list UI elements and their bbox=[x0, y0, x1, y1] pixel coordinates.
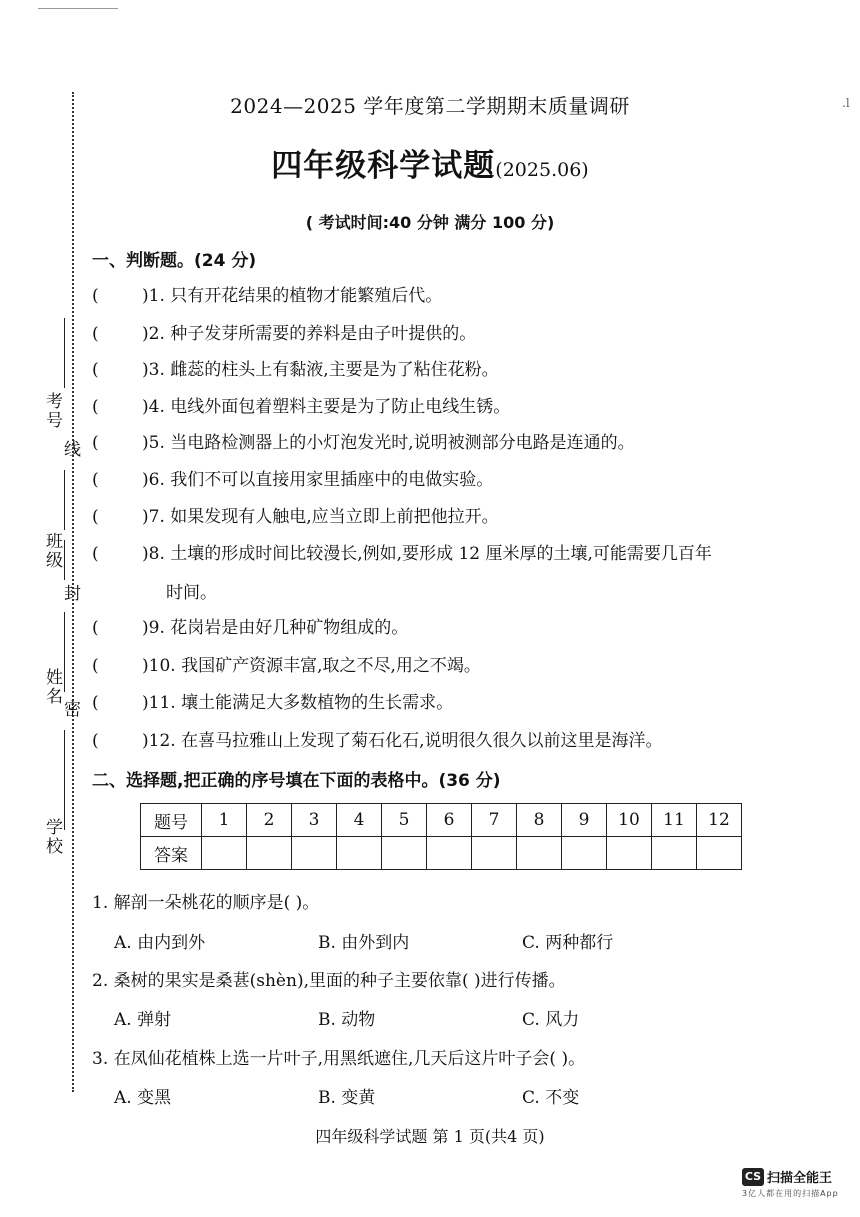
exam-title-date: (2025.06) bbox=[495, 159, 589, 181]
choice-question-1: 1. 解剖一朵桃花的顺序是( )。 bbox=[92, 893, 320, 913]
judge-question-7: ( )7. 如果发现有人触电,应当立即上前把他拉开。 bbox=[92, 507, 499, 527]
answer-cell[interactable] bbox=[382, 837, 427, 870]
answer-cell[interactable] bbox=[337, 837, 382, 870]
exam-title bbox=[0, 140, 860, 185]
school-label: 学校 bbox=[42, 818, 62, 856]
judge-question-9: ( )9. 花岗岩是由好几种矿物组成的。 bbox=[92, 618, 409, 638]
answer-table-number-header: 题号 bbox=[141, 804, 202, 837]
question-number-cell: 8 bbox=[517, 804, 562, 837]
exam-title-main: 四年级科学试题 bbox=[271, 148, 496, 184]
choice-question-3-option-a: A. 变黑 bbox=[114, 1088, 172, 1108]
answer-cell[interactable] bbox=[607, 837, 652, 870]
judge-question-5: ( )5. 当电路检测器上的小灯泡发光时,说明被测部分电路是连通的。 bbox=[92, 433, 635, 453]
question-number-cell: 10 bbox=[607, 804, 652, 837]
answer-table-number-row bbox=[141, 804, 742, 837]
judge-question-1: ( )1. 只有开花结果的植物才能繁殖后代。 bbox=[92, 286, 443, 306]
question-number-cell: 12 bbox=[697, 804, 742, 837]
section2-heading: 二、选择题,把正确的序号填在下面的表格中。(36 分) bbox=[92, 771, 501, 791]
answer-table-answer-row bbox=[141, 837, 742, 870]
choice-question-1-option-b: B. 由外到内 bbox=[318, 933, 410, 953]
exam-info: ( 考试时间:40 分钟 满分 100 分) bbox=[305, 213, 555, 232]
answer-cell[interactable] bbox=[427, 837, 472, 870]
answer-table-answer-header: 答案 bbox=[141, 837, 202, 870]
question-number-cell: 11 bbox=[652, 804, 697, 837]
judge-question-3: ( )3. 雌蕊的柱头上有黏液,主要是为了粘住花粉。 bbox=[92, 360, 499, 380]
judge-question-8: ( )8. 土壤的形成时间比较漫长,例如,要形成 12 厘米厚的土壤,可能需要几百年 bbox=[92, 544, 712, 564]
section1-heading: 一、判断题。(24 分) bbox=[92, 251, 257, 271]
exam-term-line: 2024—2025 学年度第二学期期末质量调研 bbox=[230, 94, 630, 118]
judge-question-4: ( )4. 电线外面包着塑料主要是为了防止电线生锈。 bbox=[92, 397, 511, 417]
scan-artifact-mark: .l bbox=[842, 96, 850, 110]
answer-cell[interactable] bbox=[247, 837, 292, 870]
question-number-cell: 4 bbox=[337, 804, 382, 837]
class-label: 班级 bbox=[42, 532, 62, 570]
choice-question-2-option-c: C. 风力 bbox=[522, 1010, 580, 1030]
student-number-blank bbox=[64, 318, 65, 388]
answer-table bbox=[140, 803, 742, 870]
judge-question-8-continuation: 时间。 bbox=[166, 583, 217, 603]
choice-question-1-option-c: C. 两种都行 bbox=[522, 933, 614, 953]
choice-question-2-option-b: B. 动物 bbox=[318, 1010, 376, 1030]
answer-cell[interactable] bbox=[517, 837, 562, 870]
judge-question-12: ( )12. 在喜马拉雅山上发现了菊石化石,说明很久很久以前这里是海洋。 bbox=[92, 731, 663, 751]
answer-cell[interactable] bbox=[472, 837, 517, 870]
judge-question-2: ( )2. 种子发芽所需要的养料是由子叶提供的。 bbox=[92, 324, 477, 344]
camscanner-logo-icon: CS bbox=[742, 1168, 764, 1186]
choice-question-3: 3. 在凤仙花植株上选一片叶子,用黑纸遮住,几天后这片叶子会( )。 bbox=[92, 1049, 586, 1069]
seal-char-secret: 密 bbox=[60, 700, 80, 719]
class-blank-top bbox=[64, 470, 65, 530]
question-number-cell: 3 bbox=[292, 804, 337, 837]
scanner-logo bbox=[742, 1166, 839, 1186]
choice-question-3-option-b: B. 变黄 bbox=[318, 1088, 376, 1108]
judge-question-11: ( )11. 壤土能满足大多数植物的生长需求。 bbox=[92, 693, 454, 713]
scanner-tagline: 3亿人都在用的扫描App bbox=[742, 1189, 839, 1198]
choice-question-2: 2. 桑树的果实是桑葚(shèn),里面的种子主要依靠( )进行传播。 bbox=[92, 971, 566, 991]
choice-question-1-option-a: A. 由内到外 bbox=[114, 933, 206, 953]
name-label: 姓名 bbox=[42, 668, 62, 706]
question-number-cell: 7 bbox=[472, 804, 517, 837]
question-number-cell: 5 bbox=[382, 804, 427, 837]
choice-question-3-option-c: C. 不变 bbox=[522, 1088, 580, 1108]
answer-cell[interactable] bbox=[292, 837, 337, 870]
question-number-cell: 9 bbox=[562, 804, 607, 837]
choice-question-2-option-a: A. 弹射 bbox=[114, 1010, 172, 1030]
question-number-cell: 1 bbox=[202, 804, 247, 837]
judge-question-10: ( )10. 我国矿产资源丰富,取之不尽,用之不竭。 bbox=[92, 656, 481, 676]
school-blank bbox=[64, 730, 65, 830]
answer-cell[interactable] bbox=[202, 837, 247, 870]
seal-char-seal: 封 bbox=[60, 584, 80, 603]
class-blank bbox=[64, 540, 65, 580]
answer-cell[interactable] bbox=[562, 837, 607, 870]
question-number-cell: 6 bbox=[427, 804, 472, 837]
scanner-watermark bbox=[742, 1166, 839, 1199]
judge-question-6: ( )6. 我们不可以直接用家里插座中的电做实验。 bbox=[92, 470, 494, 490]
answer-cell[interactable] bbox=[652, 837, 697, 870]
question-number-cell: 2 bbox=[247, 804, 292, 837]
answer-cell[interactable] bbox=[697, 837, 742, 870]
student-number-label: 考号 bbox=[42, 392, 62, 430]
page-footer: 四年级科学试题 第 1 页(共4 页) bbox=[315, 1127, 545, 1146]
scanner-app-name: 扫描全能王 bbox=[767, 1171, 833, 1186]
top-edge-line bbox=[38, 8, 118, 9]
seal-char-line: 线 bbox=[60, 440, 80, 459]
